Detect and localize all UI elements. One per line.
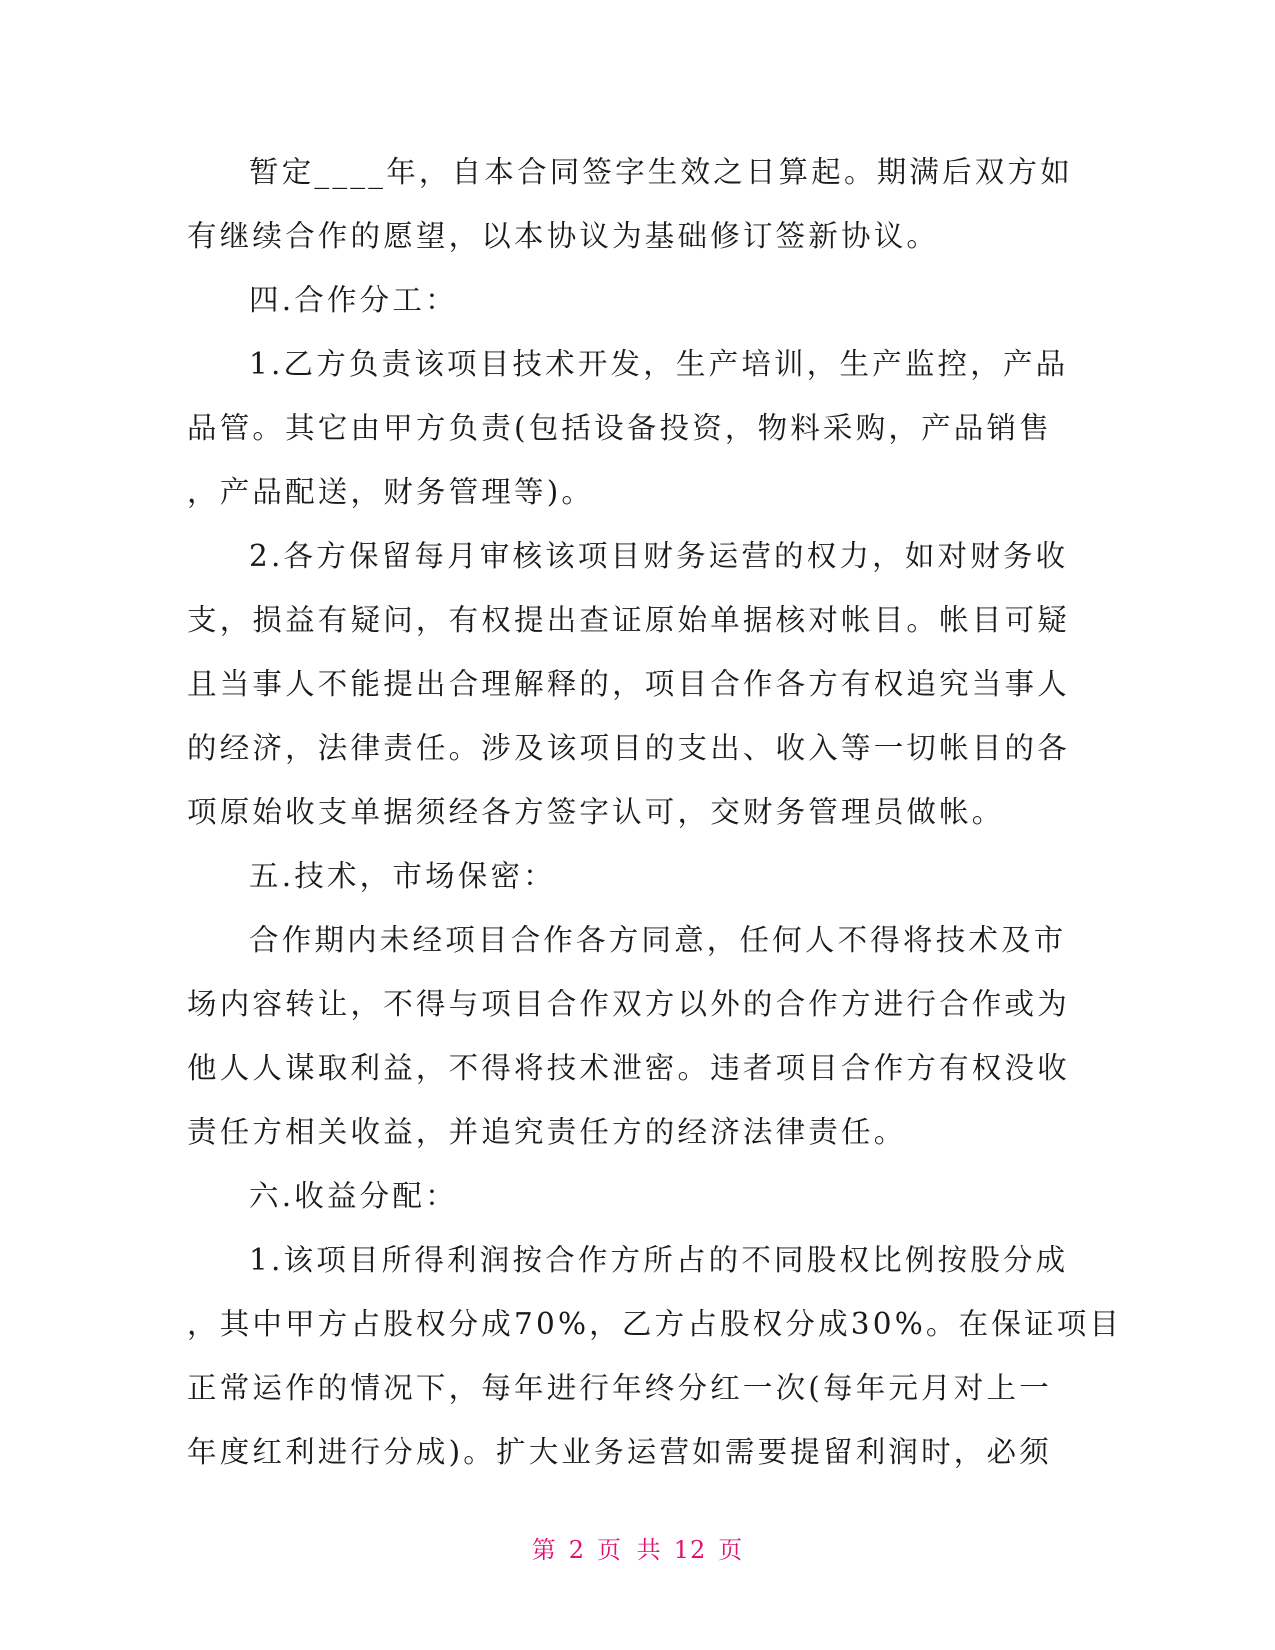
text-line: 年度红利进行分成)。扩大业务运营如需要提留利润时，必须 bbox=[187, 1435, 1052, 1469]
text-line: 责任方相关收益，并追究责任方的经济法律责任。 bbox=[187, 1115, 907, 1149]
text-line: 的经济，法律责任。涉及该项目的支出、收入等一切帐目的各 bbox=[187, 731, 1070, 765]
footer-prefix: 第 bbox=[531, 1536, 557, 1564]
text-line: 品管。其它由甲方负责(包括设备投资，物料采购，产品销售 bbox=[187, 411, 1052, 445]
text-line: 他人人谋取利益，不得将技术泄密。违者项目合作方有权没收 bbox=[187, 1051, 1070, 1085]
text-line: ，其中甲方占股权分成70%，乙方占股权分成30%。在保证项目 bbox=[187, 1307, 1123, 1341]
section-heading: 五.技术，市场保密： bbox=[249, 859, 556, 893]
text-line: 正常运作的情况下，每年进行年终分红一次(每年元月对上一 bbox=[187, 1371, 1052, 1405]
text-line: 且当事人不能提出合理解释的，项目合作各方有权追究当事人 bbox=[187, 667, 1070, 701]
document-body bbox=[187, 140, 1123, 1484]
text-line: 1.该项目所得利润按合作方所占的不同股权比例按股分成 bbox=[249, 1243, 1069, 1277]
text-line: ，产品配送，财务管理等)。 bbox=[187, 475, 595, 509]
text-line: 项原始收支单据须经各方签字认可，交财务管理员做帐。 bbox=[187, 795, 1005, 829]
text-line: 2.各方保留每月审核该项目财务运营的权力，如对财务收 bbox=[249, 539, 1069, 573]
footer-middle: 页 共 bbox=[597, 1536, 662, 1564]
section-heading: 四.合作分工： bbox=[249, 283, 458, 317]
footer-current-page: 2 bbox=[568, 1536, 586, 1564]
text-line: 场内容转让，不得与项目合作双方以外的合作方进行合作或为 bbox=[187, 987, 1070, 1021]
text-line: 支，损益有疑问，有权提出查证原始单据核对帐目。帐目可疑 bbox=[187, 603, 1070, 637]
text-line: 暂定____年，自本合同签字生效之日算起。期满后双方如 bbox=[249, 155, 1073, 189]
footer-total-pages: 12 bbox=[673, 1536, 707, 1564]
section-heading: 六.收益分配： bbox=[249, 1179, 458, 1213]
page-footer bbox=[0, 1530, 1275, 1565]
footer-suffix: 页 bbox=[718, 1536, 744, 1564]
text-line: 有继续合作的愿望，以本协议为基础修订签新协议。 bbox=[187, 219, 940, 253]
text-line: 1.乙方负责该项目技术开发，生产培训，生产监控，产品 bbox=[249, 347, 1069, 381]
text-line: 合作期内未经项目合作各方同意，任何人不得将技术及市 bbox=[249, 923, 1067, 957]
